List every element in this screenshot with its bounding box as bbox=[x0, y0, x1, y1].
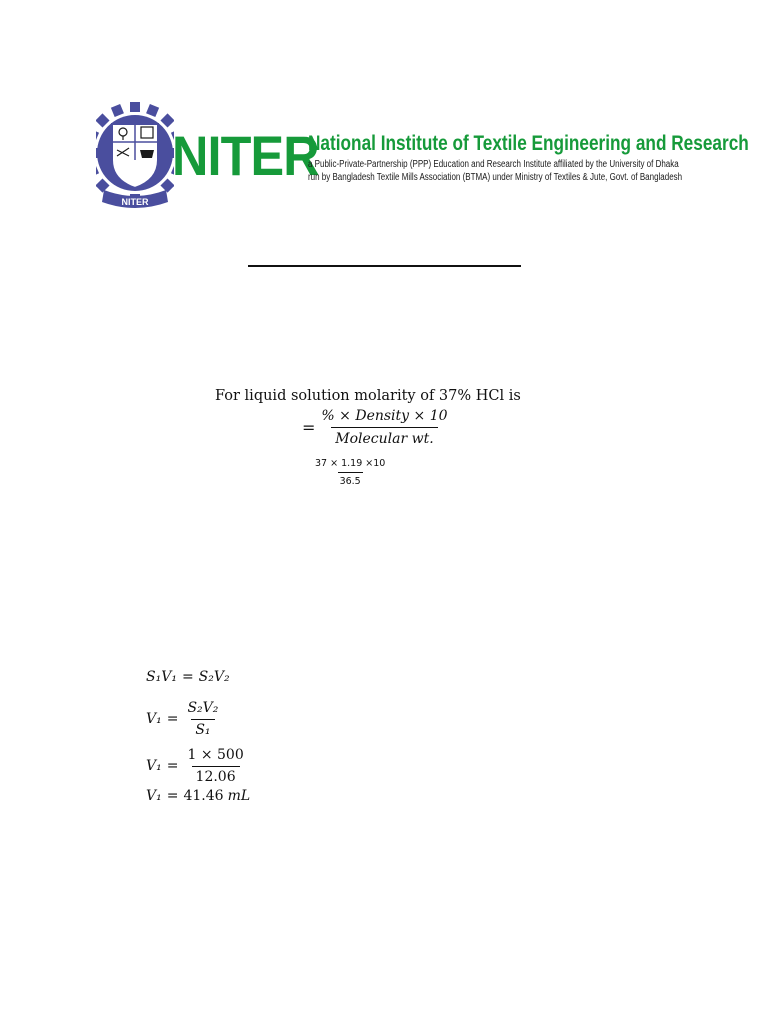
formula-denominator: Molecular wt. bbox=[331, 427, 437, 448]
result-value: 41.46 bbox=[183, 788, 224, 804]
equals-sign: = bbox=[166, 788, 179, 804]
dilution-lhs: S₁V₁ bbox=[146, 669, 177, 685]
niter-wordmark: NITER bbox=[172, 124, 319, 187]
result-equation bbox=[146, 786, 250, 806]
molarity-calculation bbox=[313, 451, 387, 488]
substituted-denominator: 12.06 bbox=[192, 766, 240, 786]
emblem-ribbon-text: NITER bbox=[121, 197, 149, 207]
dilution-rhs: S₂V₂ bbox=[198, 669, 230, 685]
title-underline bbox=[248, 265, 521, 267]
result-unit: mL bbox=[227, 788, 251, 804]
formula-numerator: % × Density × 10 bbox=[321, 407, 448, 424]
formula-equals-sign: = bbox=[302, 417, 316, 437]
substituted-lhs: V₁ bbox=[146, 758, 162, 774]
institute-name: National Institute of Textile Engineering and Research bbox=[308, 132, 749, 155]
dilution-law-equation bbox=[146, 667, 230, 687]
substituted-equation bbox=[146, 745, 248, 787]
institute-tagline-2: run by Bangladesh Textile Mills Association (BTMA) under Ministry of Textiles & Jute, Govt. of Bangladesh bbox=[308, 172, 683, 183]
substituted-fraction bbox=[183, 747, 247, 786]
niter-emblem-logo bbox=[96, 98, 174, 214]
molarity-intro-text: For liquid solution molarity of 37% HCl is bbox=[215, 388, 521, 404]
calculation-denominator: 36.5 bbox=[338, 472, 363, 488]
calculation-numerator: 37 × 1.19 ×10 bbox=[315, 458, 386, 469]
equals-sign: = bbox=[181, 669, 194, 685]
rearranged-equation bbox=[146, 698, 222, 740]
institute-tagline-1: a Public-Private-Partnership (PPP) Education and Research Institute affiliated by the University of Dhaka bbox=[308, 159, 679, 170]
rearranged-lhs: V₁ bbox=[146, 711, 162, 727]
rearranged-denominator: S₁ bbox=[191, 719, 214, 739]
result-lhs: V₁ bbox=[146, 788, 162, 804]
molarity-formula bbox=[302, 405, 452, 449]
rearranged-fraction bbox=[183, 700, 222, 739]
equals-sign: = bbox=[166, 711, 179, 727]
calculation-fraction bbox=[313, 457, 387, 488]
substituted-numerator: 1 × 500 bbox=[187, 746, 244, 763]
rearranged-numerator: S₂V₂ bbox=[187, 699, 219, 716]
molarity-fraction bbox=[317, 407, 451, 448]
equals-sign: = bbox=[166, 758, 179, 774]
